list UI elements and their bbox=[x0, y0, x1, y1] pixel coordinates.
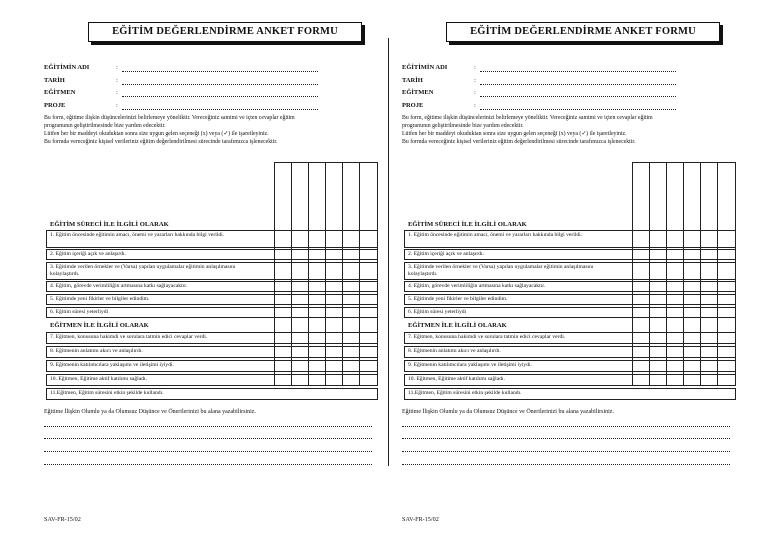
question-text: 6. Eğitim süresi yeterliydi bbox=[408, 309, 467, 315]
intro-line: Lütfen her bir maddeyi okuduktan sonra size uygun gelen seçeneği (x) veya (✓) ile işaretleyiniz. bbox=[44, 131, 269, 137]
field-label: TARİH bbox=[402, 77, 423, 84]
question-row bbox=[404, 281, 736, 292]
field-label: EĞİTMEN bbox=[402, 89, 434, 96]
question-row bbox=[46, 346, 378, 358]
field-trainer bbox=[44, 89, 394, 101]
date-input[interactable] bbox=[480, 77, 676, 85]
field-label: EĞİTİMİN ADI bbox=[44, 64, 90, 71]
survey-form-right bbox=[402, 0, 752, 543]
field-colon: : bbox=[116, 77, 118, 84]
question-text: 1. Eğitim öncesinde eğitimin amacı, önemi ve yararları hakkında bilgi verildi. bbox=[50, 232, 225, 238]
form-code: SAV-FR-15/02 bbox=[402, 516, 439, 523]
question-row bbox=[404, 388, 736, 400]
field-project bbox=[402, 102, 752, 114]
suggestions-label: Eğitime İlişkin Olumlu ya da Olumsuz Düşünce ve Önerilerinizi bu alana yazabilirsiniz. bbox=[402, 409, 614, 415]
question-row bbox=[404, 374, 736, 386]
question-text: 3. Eğitimde verilen örnekler ve (Varsa) yapılan uygulamalar eğitimin anlaşılmasını kolaylaştırdı. bbox=[50, 264, 236, 277]
field-colon: : bbox=[116, 102, 118, 109]
intro-line: programının geliştirilmesinde bize yardım edecektir. bbox=[44, 123, 166, 129]
field-colon: : bbox=[474, 77, 476, 84]
question-text: 9. Eğitmenin katılımcılara yaklaşımı ve iletişimi iyiydi. bbox=[50, 362, 174, 368]
field-label: PROJE bbox=[402, 102, 424, 109]
question-row bbox=[404, 346, 736, 358]
question-row bbox=[46, 230, 378, 248]
question-text: 9. Eğitmenin katılımcılara yaklaşımı ve iletişimi iyiydi. bbox=[408, 362, 532, 368]
intro-text bbox=[402, 114, 742, 146]
project-input[interactable] bbox=[480, 102, 676, 110]
question-row bbox=[404, 307, 736, 318]
section-title-process: EĞİTİM SÜRECİ İLE İLGİLİ OLARAK bbox=[50, 221, 169, 228]
question-row bbox=[46, 249, 378, 260]
question-text: 5. Eğitimde yeni fikirler ve bilgiler edindim. bbox=[408, 296, 508, 302]
suggestions-label: Eğitime İlişkin Olumlu ya da Olumsuz Düşünce ve Önerilerinizi bu alana yazabilirsiniz. bbox=[44, 409, 256, 415]
intro-text bbox=[44, 114, 384, 146]
field-label: TARİH bbox=[44, 77, 65, 84]
suggestion-line[interactable] bbox=[402, 450, 730, 452]
intro-line: Lütfen her bir maddeyi okuduktan sonra size uygun gelen seçeneği (x) veya (✓) ile işaretleyiniz. bbox=[402, 131, 627, 137]
intro-line: Bu form, eğitime ilişkin düşüncelerinizi belirlemeye yöneliktir. Vereceğiniz samimi ve içten cevaplar eğitim bbox=[402, 115, 653, 121]
field-colon: : bbox=[474, 102, 476, 109]
field-colon: : bbox=[116, 64, 118, 71]
question-row bbox=[46, 374, 378, 386]
date-input[interactable] bbox=[122, 77, 318, 85]
question-text: 4. Eğitim, görevde verimliliğin artmasına katkı sağlayacaktır. bbox=[408, 283, 546, 289]
question-text: 8. Eğitmenin anlatımı akıcı ve anlaşılırdı. bbox=[50, 348, 143, 354]
field-date bbox=[44, 77, 394, 89]
question-text: 11.Eğitmen, Eğitim süresini etkin şekilde kullandı. bbox=[408, 390, 522, 396]
question-row bbox=[46, 307, 378, 318]
intro-line: programının geliştirilmesinde bize yardım edecektir. bbox=[402, 123, 524, 129]
question-row bbox=[404, 230, 736, 248]
trainer-input[interactable] bbox=[480, 89, 676, 97]
field-project bbox=[44, 102, 394, 114]
form-title: EĞİTİM DEĞERLENDİRME ANKET FORMU bbox=[446, 22, 720, 42]
question-row bbox=[404, 294, 736, 305]
section-title-trainer: EĞİTMEN İLE İLGİLİ OLARAK bbox=[408, 322, 507, 329]
question-text: 6. Eğitim süresi yeterliydi bbox=[50, 309, 109, 315]
suggestion-line[interactable] bbox=[402, 463, 730, 465]
suggestion-line[interactable] bbox=[402, 425, 730, 427]
question-text: 10. Eğitmen, Eğitime aktif katılımı sağladı. bbox=[50, 376, 147, 382]
field-training-name bbox=[402, 64, 752, 76]
question-row bbox=[404, 332, 736, 344]
section-title-trainer: EĞİTMEN İLE İLGİLİ OLARAK bbox=[50, 322, 149, 329]
field-training-name bbox=[44, 64, 394, 76]
question-text: 3. Eğitimde verilen örnekler ve (Varsa) yapılan uygulamalar eğitimin anlaşılmasını kolaylaştırdı. bbox=[408, 264, 594, 277]
question-row bbox=[46, 332, 378, 344]
intro-line: Bu formda vereceğiniz kişisel verileriniz eğitim değerlendirilmesi sürecinde tarafımızca işlenecektir. bbox=[402, 139, 636, 145]
question-text: 7. Eğitmen, konusuna hakimdi ve sorulara tatmin edici cevaplar verdi. bbox=[408, 334, 566, 340]
training-name-input[interactable] bbox=[480, 64, 676, 72]
question-text: 2. Eğitim içeriği açık ve anlaşırdı. bbox=[408, 251, 484, 257]
question-text: 10. Eğitmen, Eğitime aktif katılımı sağladı. bbox=[408, 376, 505, 382]
question-text: 5. Eğitimde yeni fikirler ve bilgiler edindim. bbox=[50, 296, 150, 302]
question-text: 8. Eğitmenin anlatımı akıcı ve anlaşılırdı. bbox=[408, 348, 501, 354]
question-row bbox=[46, 360, 378, 372]
question-text: 4. Eğitim, görevde verimliliğin artmasına katkı sağlayacaktır. bbox=[50, 283, 188, 289]
suggestion-line[interactable] bbox=[402, 437, 730, 439]
suggestion-line[interactable] bbox=[44, 463, 372, 465]
field-label: PROJE bbox=[44, 102, 66, 109]
suggestion-line[interactable] bbox=[44, 425, 372, 427]
field-label: EĞİTMEN bbox=[44, 89, 76, 96]
survey-form-left bbox=[44, 0, 394, 543]
suggestion-line[interactable] bbox=[44, 437, 372, 439]
question-row bbox=[404, 360, 736, 372]
question-text: 11.Eğitmen, Eğitim süresini etkin şekilde kullandı. bbox=[50, 390, 164, 396]
intro-line: Bu formda vereceğiniz kişisel verileriniz eğitim değerlendirilmesi sürecinde tarafımızca işlenecektir. bbox=[44, 139, 278, 145]
section-title-process: EĞİTİM SÜRECİ İLE İLGİLİ OLARAK bbox=[408, 221, 527, 228]
project-input[interactable] bbox=[122, 102, 318, 110]
question-row bbox=[404, 249, 736, 260]
question-text: 2. Eğitim içeriği açık ve anlaşırdı. bbox=[50, 251, 126, 257]
intro-line: Bu form, eğitime ilişkin düşüncelerinizi belirlemeye yöneliktir. Vereceğiniz samimi ve içten cevaplar eğitim bbox=[44, 115, 295, 121]
question-row bbox=[46, 262, 378, 280]
question-row bbox=[46, 294, 378, 305]
field-label: EĞİTİMİN ADI bbox=[402, 64, 448, 71]
question-row bbox=[46, 388, 378, 400]
trainer-input[interactable] bbox=[122, 89, 318, 97]
question-row bbox=[404, 262, 736, 280]
question-text: 1. Eğitim öncesinde eğitimin amacı, önemi ve yararları hakkında bilgi verildi. bbox=[408, 232, 583, 238]
form-title: EĞİTİM DEĞERLENDİRME ANKET FORMU bbox=[88, 22, 362, 42]
field-trainer bbox=[402, 89, 752, 101]
training-name-input[interactable] bbox=[122, 64, 318, 72]
form-code: SAV-FR-15/02 bbox=[44, 516, 81, 523]
field-colon: : bbox=[474, 64, 476, 71]
field-date bbox=[402, 77, 752, 89]
suggestion-line[interactable] bbox=[44, 450, 372, 452]
field-colon: : bbox=[116, 89, 118, 96]
field-colon: : bbox=[474, 89, 476, 96]
question-row bbox=[46, 281, 378, 292]
question-text: 7. Eğitmen, konusuna hakimdi ve sorulara tatmin edici cevaplar verdi. bbox=[50, 334, 208, 340]
